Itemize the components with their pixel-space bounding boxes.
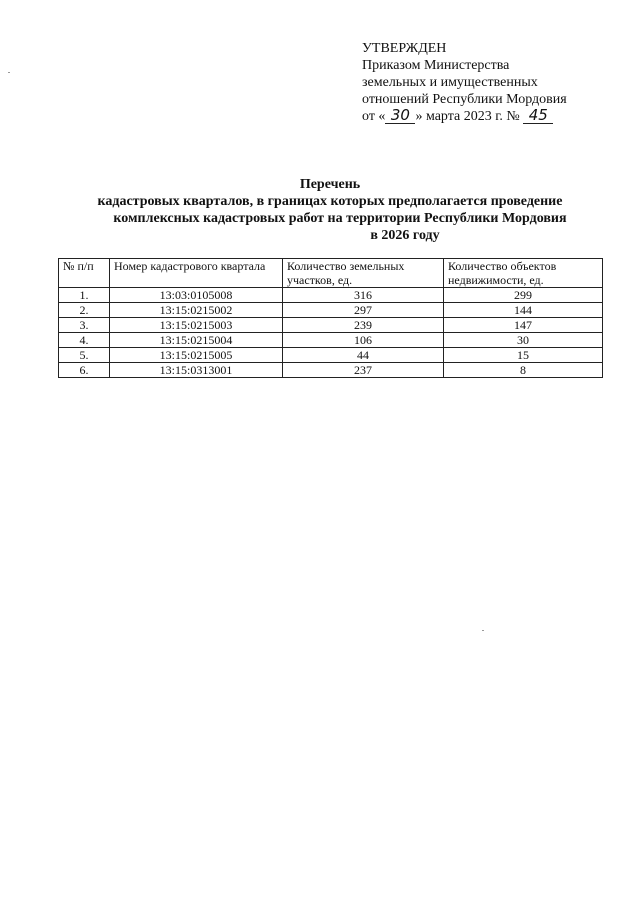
title-line-1: Перечень (299, 177, 361, 192)
table-row (59, 363, 603, 378)
header-quarter: Номер кадастрового квартала (110, 259, 283, 288)
cell-real-estate: 30 (444, 333, 603, 348)
table-row (59, 348, 603, 363)
cell-real-estate: 15 (444, 348, 603, 363)
table-row (59, 303, 603, 318)
cell-number: 6. (59, 363, 110, 378)
cell-number: 3. (59, 318, 110, 333)
header-real-estate: Количество объектов недвижимости, ед. (444, 259, 603, 288)
title-line-2: кадастровых кварталов, в границах которых предполагается проведение (97, 194, 563, 209)
table-row (59, 288, 603, 303)
table-row (59, 333, 603, 348)
title-line-3: комплексных кадастровых работ на территории Республики Мордовия (113, 211, 567, 226)
approval-date-line (362, 108, 567, 125)
cell-number: 5. (59, 348, 110, 363)
table-row (59, 318, 603, 333)
cell-land-plots: 239 (283, 318, 444, 333)
cell-number: 1. (59, 288, 110, 303)
approval-stamp (362, 40, 567, 125)
cell-quarter: 13:15:0215004 (110, 333, 283, 348)
approval-heading: УТВЕРЖДЕН (362, 41, 447, 56)
header-land-plots: Количество земельных участков, ед. (283, 259, 444, 288)
cell-real-estate: 8 (444, 363, 603, 378)
date-middle: » марта 2023 г. № (415, 109, 520, 124)
handwritten-day: 30 (385, 108, 415, 124)
scan-speck (8, 72, 10, 73)
cell-real-estate: 147 (444, 318, 603, 333)
cell-real-estate: 299 (444, 288, 603, 303)
cell-quarter: 13:15:0215002 (110, 303, 283, 318)
header-number: № п/п (59, 259, 110, 288)
cell-number: 2. (59, 303, 110, 318)
cell-quarter: 13:15:0313001 (110, 363, 283, 378)
table-header-row (59, 259, 603, 288)
approval-ministry-line: земельных и имущественных (362, 75, 538, 90)
cell-quarter: 13:03:0105008 (110, 288, 283, 303)
cell-real-estate: 144 (444, 303, 603, 318)
document-title (30, 176, 630, 244)
date-prefix: от « (362, 109, 386, 124)
cell-quarter: 13:15:0215005 (110, 348, 283, 363)
cell-land-plots: 316 (283, 288, 444, 303)
cadastral-table (58, 258, 603, 378)
title-line-4: в 2026 году (370, 228, 440, 243)
cell-quarter: 13:15:0215003 (110, 318, 283, 333)
approval-order-line: Приказом Министерства (362, 58, 510, 73)
cell-land-plots: 44 (283, 348, 444, 363)
scan-speck (482, 630, 484, 631)
approval-region-line: отношений Республики Мордовия (362, 92, 567, 107)
cell-number: 4. (59, 333, 110, 348)
cell-land-plots: 237 (283, 363, 444, 378)
cell-land-plots: 297 (283, 303, 444, 318)
cell-land-plots: 106 (283, 333, 444, 348)
handwritten-order-number: 45 (523, 108, 553, 124)
